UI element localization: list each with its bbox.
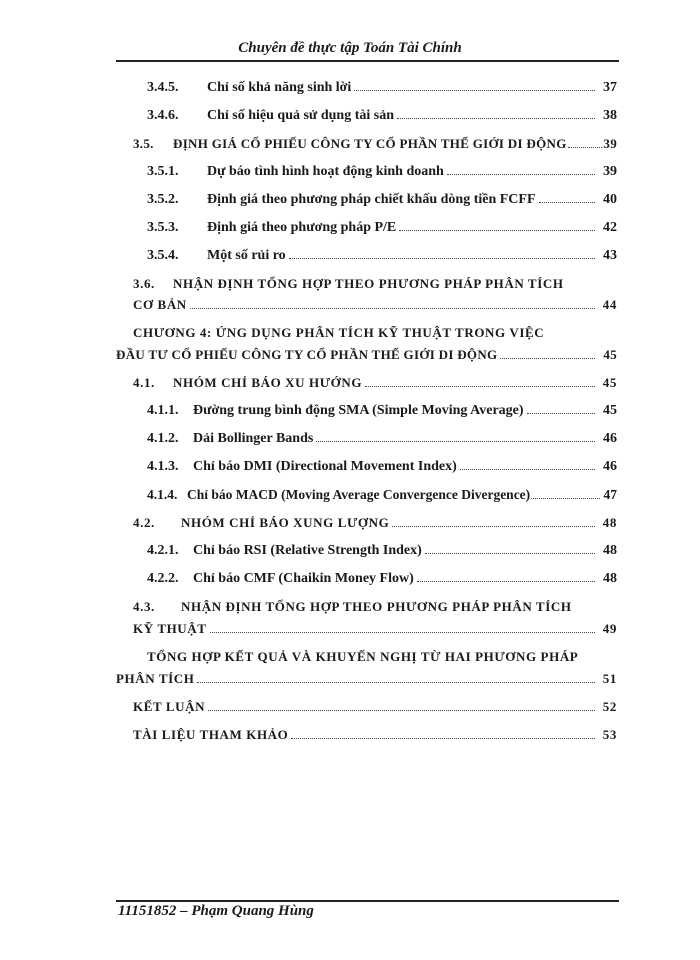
dot-leader xyxy=(500,358,595,359)
toc-entry-number: 3.5.3. xyxy=(147,220,179,235)
page-footer-author: 11151852 – Phạm Quang Hùng xyxy=(118,903,314,919)
toc-entry-number: 4.3. xyxy=(133,599,155,614)
toc-entry[interactable] xyxy=(147,431,617,451)
toc-entry-title: Dự báo tình hình hoạt động kinh doanh xyxy=(207,164,444,179)
footer-rule xyxy=(116,900,619,902)
toc-entry[interactable] xyxy=(147,192,617,212)
toc-entry-title: NHÓM CHỈ BÁO XUNG LƯỢNG xyxy=(181,515,390,530)
toc-entry-number: 4.1.1. xyxy=(147,403,179,418)
toc-entry[interactable] xyxy=(133,621,617,641)
toc-entry[interactable] xyxy=(147,220,617,240)
toc-entry-page: 43 xyxy=(603,248,617,263)
toc-entry[interactable] xyxy=(116,347,617,367)
toc-entry-page: 52 xyxy=(602,699,617,714)
toc-entry-title: ĐẦU TƯ CỔ PHIẾU CÔNG TY CỔ PHẦN THẾ GIỚI DI ĐỘNG xyxy=(116,347,498,362)
toc-entry-number: 4.2.1. xyxy=(147,543,179,558)
dot-leader xyxy=(392,526,595,527)
toc-entry[interactable] xyxy=(133,727,617,747)
dot-leader xyxy=(417,581,595,582)
dot-leader xyxy=(568,147,602,148)
toc-entry-page: 37 xyxy=(603,80,617,95)
toc-entry-number: 4.2. xyxy=(133,515,155,530)
toc-entry-title: Chỉ báo MACD (Moving Average Convergence Divergence) xyxy=(187,487,531,502)
toc-entry[interactable] xyxy=(133,699,617,719)
toc-entry[interactable] xyxy=(133,515,617,535)
toc-entry[interactable] xyxy=(147,164,617,184)
toc-entry-title: Một số rủi ro xyxy=(207,248,286,263)
dot-leader xyxy=(527,413,595,414)
toc-entry-number: 3.5.4. xyxy=(147,248,179,263)
toc-entry-number: 3.5.1. xyxy=(147,164,179,179)
dot-leader xyxy=(425,553,595,554)
toc-entry-title: Đường trung bình động SMA (Simple Moving Average) xyxy=(193,403,524,418)
dot-leader xyxy=(397,118,595,119)
toc-entry[interactable] xyxy=(147,543,617,563)
toc-entry-page: 51 xyxy=(602,671,617,686)
toc-entry-title: Chỉ báo CMF (Chaikin Money Flow) xyxy=(193,571,414,586)
toc-entry-page: 47 xyxy=(603,487,617,502)
toc-entry-title: KẾT LUẬN xyxy=(133,699,206,714)
toc-entry-number: 3.4.6. xyxy=(147,108,179,123)
toc-entry-title: Dải Bollinger Bands xyxy=(193,431,314,446)
toc-entry-title: Định giá theo phương pháp chiết khấu dòng tiền FCFF xyxy=(207,192,536,207)
toc-entry-title: PHÂN TÍCH xyxy=(116,671,195,686)
toc-entry-title: Chỉ số khả năng sinh lời xyxy=(207,80,352,95)
toc-entry-number: 3.5.2. xyxy=(147,192,179,207)
toc-entry-number: 4.2.2. xyxy=(147,571,179,586)
toc-entry-number: 3.4.5. xyxy=(147,80,179,95)
dot-leader xyxy=(365,386,595,387)
toc-entry[interactable] xyxy=(147,108,617,128)
toc-entry-page: 40 xyxy=(603,192,617,207)
dot-leader xyxy=(190,308,595,309)
toc-entry-title-line1[interactable] xyxy=(133,599,572,615)
toc-entry-page: 45 xyxy=(602,375,617,390)
toc-entry-title: ĐỊNH GIÁ CỔ PHIẾU CÔNG TY CỔ PHẦN THẾ GIỚI DI ĐỘNG xyxy=(173,136,567,151)
toc-entry-title: NHÓM CHỈ BÁO XU HƯỚNG xyxy=(173,375,363,390)
toc-entry[interactable] xyxy=(147,80,617,100)
toc-section-title-line1[interactable]: TỔNG HỢP KẾT QUẢ VÀ KHUYẾN NGHỊ TỪ HAI PHƯƠNG PHÁP xyxy=(147,649,579,664)
toc-entry-page: 48 xyxy=(602,515,617,530)
toc-entry-page: 53 xyxy=(602,727,617,742)
dot-leader xyxy=(208,710,595,711)
toc-entry-page: 44 xyxy=(602,297,617,312)
dot-leader xyxy=(447,174,595,175)
toc-entry[interactable] xyxy=(116,671,617,691)
dot-leader xyxy=(210,632,595,633)
toc-entry-page: 39 xyxy=(603,136,617,151)
toc-entry[interactable] xyxy=(147,487,617,507)
toc-entry-number: 3.5. xyxy=(133,136,154,151)
dot-leader xyxy=(531,498,600,499)
dot-leader xyxy=(354,90,595,91)
toc-entry-title-line1[interactable] xyxy=(133,276,564,292)
toc-entry[interactable] xyxy=(147,571,617,591)
toc-entry-title: Chỉ báo DMI (Directional Movement Index) xyxy=(193,459,457,474)
toc-entry-number: 4.1.4. xyxy=(147,487,178,502)
toc-entry-page: 38 xyxy=(603,108,617,123)
toc-entry[interactable] xyxy=(147,459,617,479)
toc-entry[interactable] xyxy=(147,403,617,423)
dot-leader xyxy=(399,230,595,231)
toc-entry-page: 45 xyxy=(603,347,617,362)
page-header-title: Chuyên đề thực tập Toán Tài Chính xyxy=(238,40,462,56)
toc-entry-title: Định giá theo phương pháp P/E xyxy=(207,220,397,235)
toc-entry-page: 48 xyxy=(603,543,617,558)
toc-entry-page: 46 xyxy=(603,431,617,446)
toc-entry-page: 45 xyxy=(603,403,617,418)
dot-leader xyxy=(291,738,595,739)
toc-entry-number: 4.1. xyxy=(133,375,155,390)
toc-entry-page: 48 xyxy=(603,571,617,586)
toc-entry-page: 42 xyxy=(603,220,617,235)
toc-entry-title: Chỉ báo RSI (Relative Strength Index) xyxy=(193,543,422,558)
toc-chapter-title-line1[interactable]: CHƯƠNG 4: ỨNG DỤNG PHÂN TÍCH KỸ THUẬT TRONG VIỆC xyxy=(133,325,545,340)
toc-entry-number: 4.1.2. xyxy=(147,431,179,446)
toc-entry[interactable] xyxy=(133,297,617,317)
dot-leader xyxy=(316,441,595,442)
dot-leader xyxy=(539,202,595,203)
toc-entry-title: CƠ BẢN xyxy=(133,297,187,312)
toc-entry-title: TÀI LIỆU THAM KHẢO xyxy=(133,727,289,742)
toc-entry-title: NHẬN ĐỊNH TỔNG HỢP THEO PHƯƠNG PHÁP PHÂN TÍCH xyxy=(181,599,572,614)
toc-entry[interactable] xyxy=(147,248,617,268)
toc-entry-title: NHẬN ĐỊNH TỔNG HỢP THEO PHƯƠNG PHÁP PHÂN TÍCH xyxy=(173,276,564,291)
toc-entry-number: 4.1.3. xyxy=(147,459,179,474)
toc-entry-title: KỸ THUẬT xyxy=(133,621,207,636)
toc-entry-page: 46 xyxy=(603,459,617,474)
dot-leader xyxy=(289,258,595,259)
dot-leader xyxy=(197,682,595,683)
toc-entry-title: Chỉ số hiệu quả sử dụng tài sản xyxy=(207,108,394,123)
toc-entry-number: 3.6. xyxy=(133,276,155,291)
toc-entry-page: 49 xyxy=(602,621,617,636)
toc-entry[interactable] xyxy=(133,375,617,395)
toc-entry-page: 39 xyxy=(603,164,617,179)
toc-entry[interactable] xyxy=(133,136,617,156)
dot-leader xyxy=(460,469,595,470)
